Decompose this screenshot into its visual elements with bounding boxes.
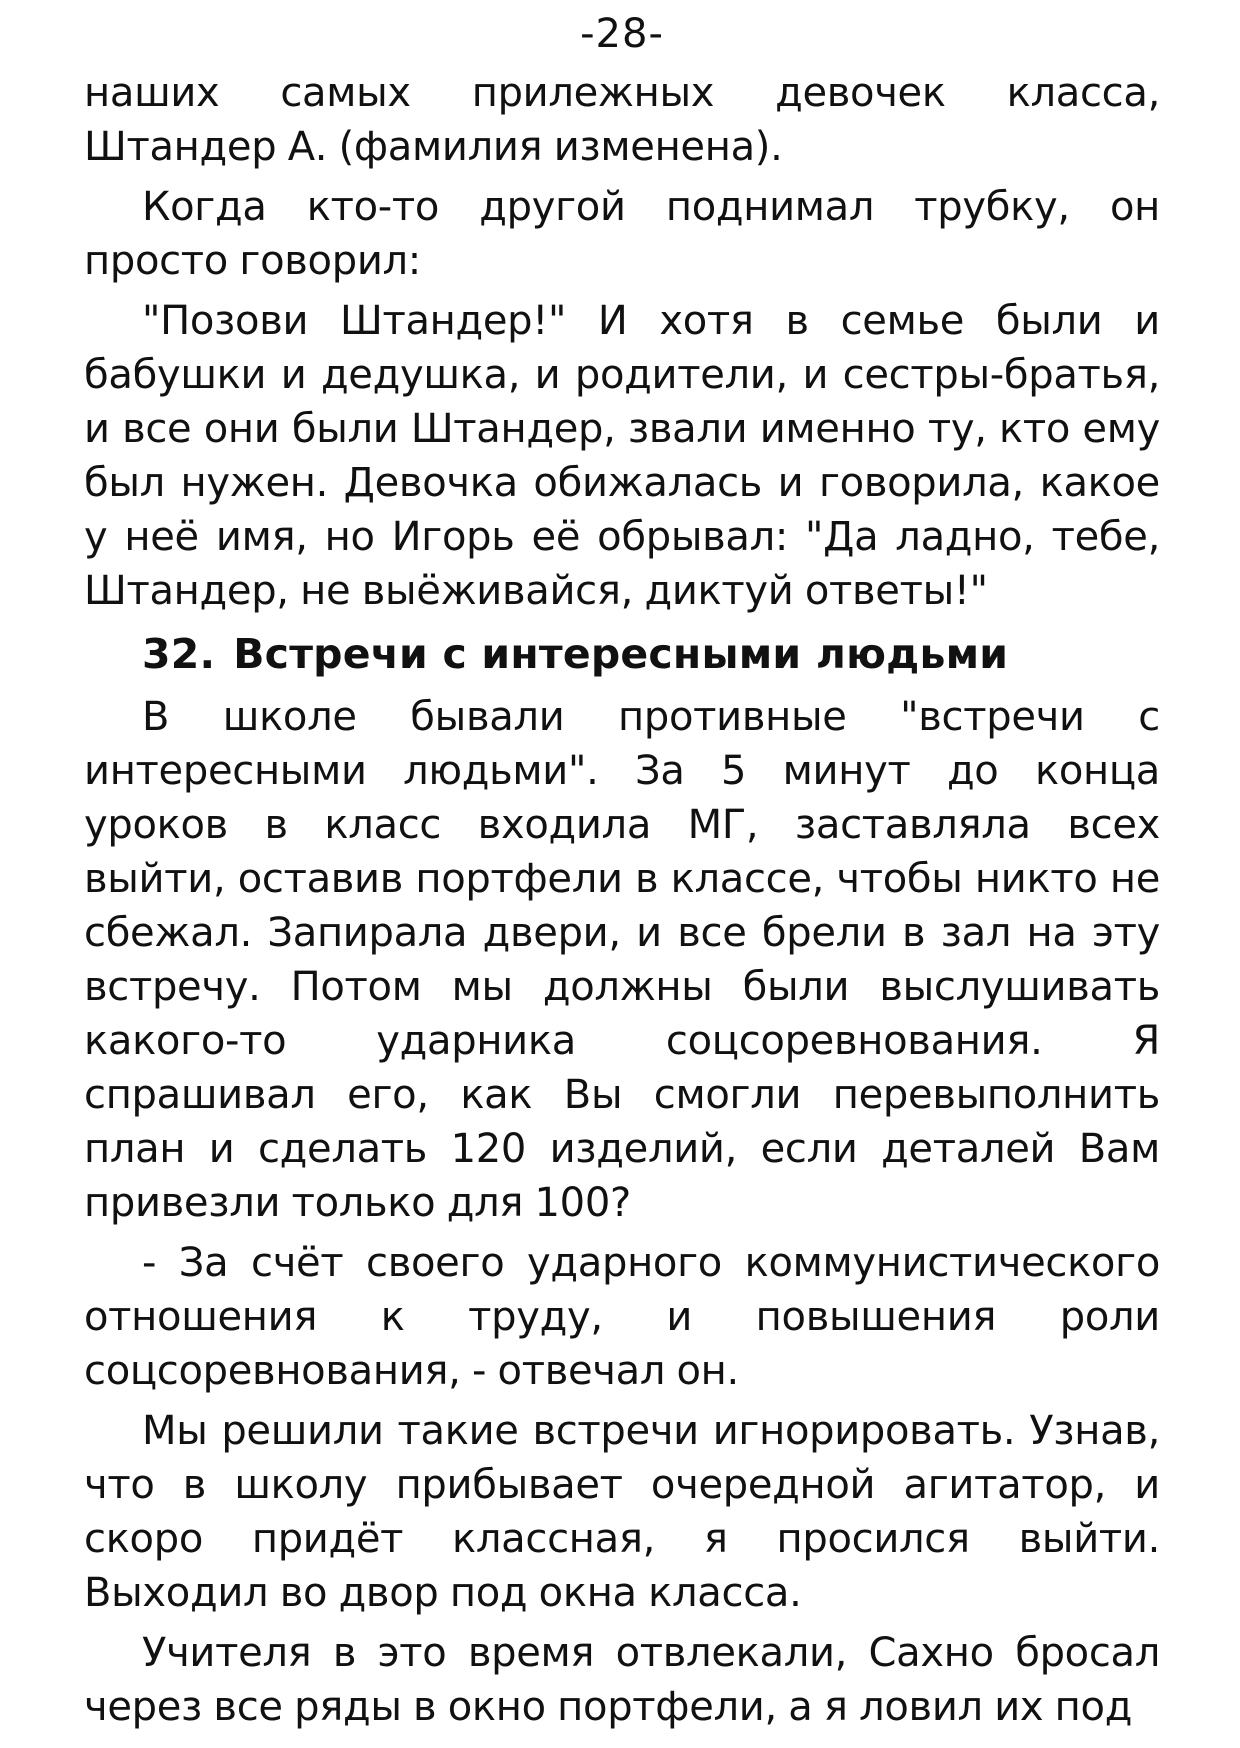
paragraph-answer: - За счёт своего ударного коммунистического отношения к труду, и повышения роли соцсоревнования, - отвечал он. <box>84 1240 1160 1394</box>
section-heading <box>84 624 1160 684</box>
paragraph-ignore: Мы решили такие встречи игнорировать. Узнав, что в школу прибывает очередной агитатор, и скоро придёт классная, я просился выйти. Выходил во двор под окна класса. <box>84 1408 1160 1616</box>
paragraph-phone-call: Когда кто-то другой поднимал трубку, он просто говорил: <box>84 184 1160 284</box>
section-number: 32. <box>142 630 216 678</box>
paragraph-shtander: "Позови Штандер!" И хотя в семье были и бабушки и дедушка, и родители, и сестры-братья, и все они были Штандер, звали именно ту, кто ему был нужен. Девочка обижалась и говорила, какое у неё имя, но Игорь её обрывал: "Да ладно, тебе, Штандер, не выёживайся, диктуй ответы!" <box>84 298 1160 614</box>
paragraph-teachers: Учителя в это время отвлекали, Сахно бросал через все ряды в окно портфели, а я ловил их под <box>84 1630 1160 1730</box>
book-page <box>84 0 1160 1740</box>
section-title: Встречи с интересными людьми <box>233 630 1009 678</box>
paragraph-meetings: В школе бывали противные "встречи с интересными людьми". За 5 минут до конца уроков в класс входила МГ, заставляла всех выйти, оставив портфели в классе, чтобы никто не сбежал. Запирала двери, и все брели в зал на эту встречу. Потом мы должны были выслушивать какого-то ударника соцсоревнования. Я спрашивал его, как Вы смогли перевыполнить план и сделать 120 изделий, если деталей Вам привезли только для 100? <box>84 694 1160 1226</box>
page-number: -28- <box>580 11 664 57</box>
paragraph-continued: наших самых прилежных девочек класса, Штандер А. (фамилия изменена). <box>84 70 1160 170</box>
